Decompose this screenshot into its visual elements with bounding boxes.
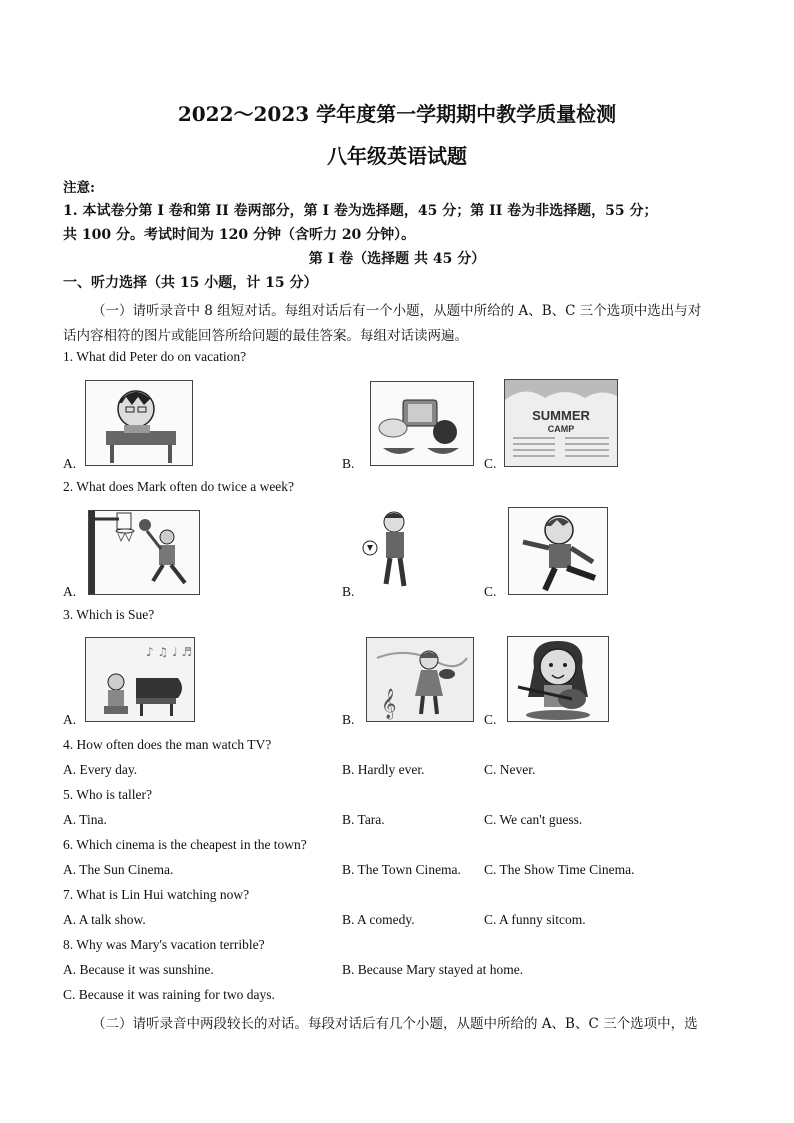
q1-option-a-label: A.	[63, 456, 77, 471]
q7-option-b: B. A comedy.	[342, 912, 415, 927]
q2-option-c-image	[508, 507, 608, 595]
summer-camp-poster-icon	[505, 380, 617, 466]
q1-option-a-image	[85, 380, 193, 466]
question-4: 4. How often does the man watch TV?	[63, 737, 272, 752]
camp-text: CAMP	[547, 424, 575, 434]
question-1: 1. What did Peter do on vacation?	[63, 349, 247, 364]
section-1-heading: 一、听力选择（共 15 小题，计 15 分）	[63, 275, 318, 291]
boy-running-icon	[509, 508, 607, 594]
notice-line-2: 共 100 分。考试时间为 120 分钟（含听力 20 分钟）。	[63, 227, 416, 243]
girl-playing-violin-icon	[367, 638, 473, 721]
q1-option-c-label: C.	[484, 456, 497, 471]
question-2: 2. What does Mark often do twice a week?	[63, 479, 295, 494]
q2-option-c-label: C.	[484, 584, 497, 599]
part-1-instruction-2: 话内容相符的图片或能回答所给问题的最佳答案。每组对话读两遍。	[63, 328, 468, 344]
q6-option-c: C. The Show Time Cinema.	[484, 862, 635, 877]
girl-playing-guitar-icon	[508, 637, 608, 721]
boy-studying-icon	[86, 381, 192, 465]
q3-option-c-image	[507, 636, 609, 722]
q3-option-a-label: A.	[63, 712, 77, 727]
exam-title: 2022～2023 学年度第一学期期中教学质量检测	[177, 102, 617, 126]
question-7: 7. What is Lin Hui watching now?	[63, 887, 250, 902]
q3-option-b-label: B.	[342, 712, 355, 727]
q2-option-a-image	[88, 510, 200, 595]
basketball-player-icon	[89, 511, 199, 594]
q3-option-a-image	[85, 637, 195, 722]
q8-option-b: B. Because Mary stayed at home.	[342, 962, 524, 977]
q6-option-b: B. The Town Cinema.	[342, 862, 461, 877]
summer-camp-text: SUMMER	[532, 408, 590, 423]
q8-option-c: C. Because it was raining for two days.	[63, 987, 275, 1002]
girl-playing-piano-icon	[86, 638, 194, 721]
q3-option-b-image	[366, 637, 474, 722]
question-5: 5. Who is taller?	[63, 787, 152, 802]
q7-option-c: C. A funny sitcom.	[484, 912, 586, 927]
boy-playing-soccer-icon	[360, 508, 420, 594]
q2-option-a-label: A.	[63, 584, 77, 599]
svg-text:𝄞: 𝄞	[381, 689, 397, 719]
q7-option-a: A. A talk show.	[63, 912, 146, 927]
q4-option-b: B. Hardly ever.	[342, 762, 425, 777]
question-3: 3. Which is Sue?	[63, 607, 155, 622]
q5-option-c: C. We can't guess.	[484, 812, 583, 827]
q8-option-a: A. Because it was sunshine.	[63, 962, 214, 977]
q1-option-c-image	[504, 379, 618, 467]
q6-option-a: A. The Sun Cinema.	[63, 862, 174, 877]
part-1-instruction-1: （一）请听录音中 8 组短对话。每组对话后有一个小题，从题中所给的 A、B、C 三个选项中选出与对	[92, 303, 702, 319]
q4-option-a: A. Every day.	[63, 762, 138, 777]
q2-option-b-image	[360, 508, 420, 594]
tv-and-food-icon	[371, 382, 473, 465]
part-2-instruction-1: （二）请听录音中两段较长的对话。每段对话后有几个小题，从题中所给的 A、B、C 三个选项中，选	[92, 1016, 698, 1032]
notice-label: 注意:	[63, 180, 95, 196]
q5-option-b: B. Tara.	[342, 812, 385, 827]
q4-option-c: C. Never.	[484, 762, 536, 777]
q1-option-b-image	[370, 381, 474, 466]
q2-option-b-label: B.	[342, 584, 355, 599]
svg-text:♪ ♫ ♩ ♬: ♪ ♫ ♩ ♬	[146, 645, 193, 659]
q5-option-a: A. Tina.	[63, 812, 107, 827]
question-8: 8. Why was Mary's vacation terrible?	[63, 937, 265, 952]
question-6: 6. Which cinema is the cheapest in the town?	[63, 837, 307, 852]
exam-subtitle: 八年级英语试题	[327, 144, 467, 168]
q3-option-c-label: C.	[484, 712, 497, 727]
notice-line-1: 1. 本试卷分第 I 卷和第 II 卷两部分，第 I 卷为选择题，45 分；第 II 卷为非选择题，55 分；	[63, 203, 658, 219]
q1-option-b-label: B.	[342, 456, 355, 471]
volume-1-heading: 第 I 卷（选择题 共 45 分）	[308, 251, 486, 267]
